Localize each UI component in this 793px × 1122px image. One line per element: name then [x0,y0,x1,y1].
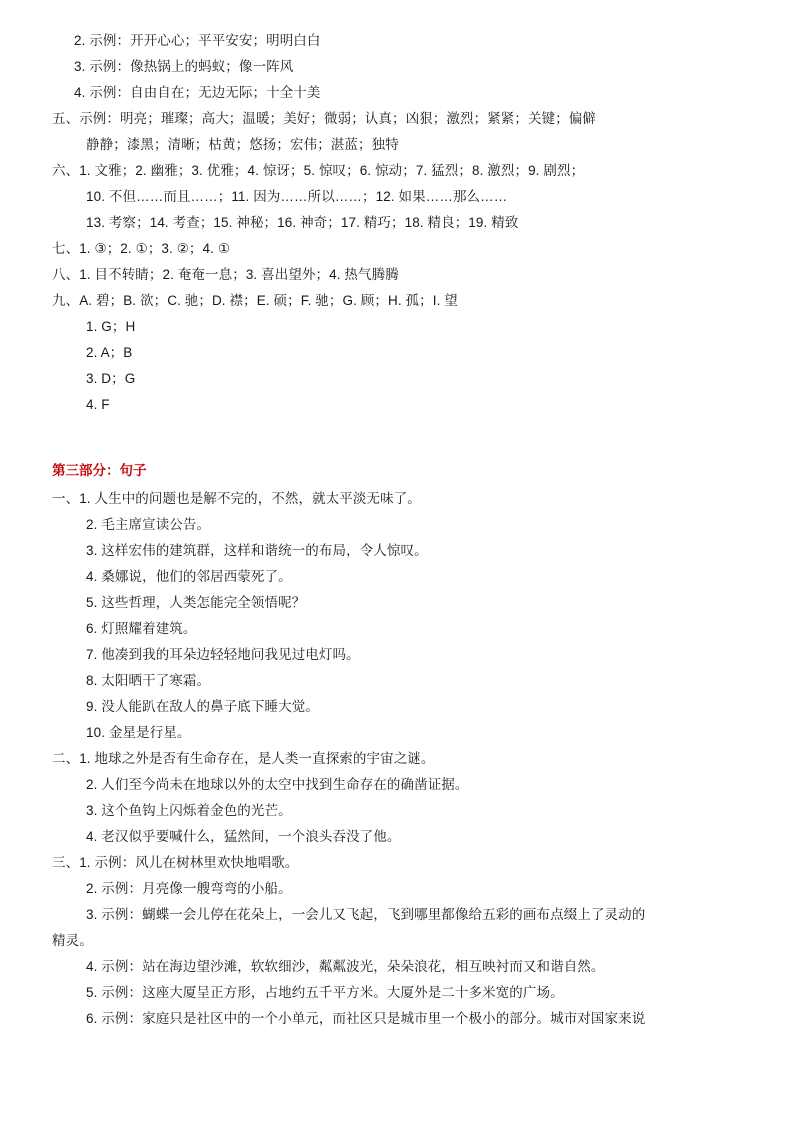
answer-line: 9. 没人能趴在敌人的鼻子底下睡大觉。 [86,699,319,714]
answer-line: 八、1. 目不转睛；2. 奄奄一息；3. 喜出望外；4. 热气腾腾 [52,267,399,282]
answer-line: 3. D；G [86,371,136,386]
answer-line: 10. 金星是行星。 [86,725,191,740]
answer-line: 6. 灯照耀着建筑。 [86,621,197,636]
section-spacer [52,418,741,432]
answer-line: 13. 考察；14. 考查；15. 神秘；16. 神奇；17. 精巧；18. 精良；19. 精致 [86,215,519,230]
answer-line: 三、1. 示例：风儿在树林里欢快地唱歌。 [52,855,299,870]
answer-line: 3. 示例：蝴蝶一会儿停在花朵上，一会儿又飞起，飞到哪里都像给五彩的画布点缀上了灵动的 [86,907,646,922]
answer-line: 一、1. 人生中的问题也是解不完的，不然，就太平淡无味了。 [52,491,421,506]
answer-line: 六、1. 文雅；2. 幽雅；3. 优雅；4. 惊讶；5. 惊叹；6. 惊动；7. 猛烈；8. 激烈；9. 剧烈； [52,163,585,178]
answer-line: 5. 这些哲理，人类怎能完全领悟呢？ [86,595,306,610]
answer-line: 七、1. ③；2. ①；3. ②；4. ① [52,241,231,256]
answer-line: 4. F [86,397,110,412]
answer-line: 4. 老汉似乎要喊什么，猛然间，一个浪头吞没了他。 [86,829,401,844]
answer-line: 2. 示例：月亮像一艘弯弯的小船。 [86,881,292,896]
answer-line: 4. 示例：站在海边望沙滩，软软细沙，粼粼波光，朵朵浪花，相互映衬而又和谐自然。 [86,959,605,974]
answer-line: 8. 太阳晒干了寒霜。 [86,673,211,688]
answer-line: 2. 人们至今尚未在地球以外的太空中找到生命存在的确凿证据。 [86,777,469,792]
answer-line: 10. 不但……而且……；11. 因为……所以……；12. 如果……那么…… [86,189,508,204]
answer-line: 6. 示例：家庭只是社区中的一个小单元，而社区只是城市里一个极小的部分。城市对国家来说 [86,1011,646,1026]
answer-line: 五、示例：明亮；璀璨；高大；温暖；美好；微弱；认真；凶狠；激烈；紧紧；关键；偏僻 [52,111,596,126]
answer-line: 静静；漆黑；清晰；枯黄；悠扬；宏伟；湛蓝；独特 [86,137,399,152]
answer-line: 二、1. 地球之外是否有生命存在，是人类一直探索的宇宙之谜。 [52,751,435,766]
answer-line: 2. 示例：开开心心；平平安安；明明白白 [74,33,321,48]
part-two-answers-block [52,28,741,418]
answer-line: 7. 他凑到我的耳朵边轻轻地问我见过电灯吗。 [86,647,360,662]
answer-line: 3. 这个鱼钩上闪烁着金色的光芒。 [86,803,292,818]
answer-line: 3. 这样宏伟的建筑群，这样和谐统一的布局，令人惊叹。 [86,543,428,558]
part-three-heading: 第三部分：句子 [52,463,147,478]
answer-line: 精灵。 [52,933,93,948]
answer-line: 2. 毛主席宣读公告。 [86,517,211,532]
answer-line: 4. 桑娜说，他们的邻居西蒙死了。 [86,569,292,584]
answer-line: 九、A. 碧；B. 欲；C. 驰；D. 襟；E. 硕；F. 驰；G. 顾；H. 孤；I. 望 [52,293,458,308]
answer-line: 4. 示例：自由自在；无边无际；十全十美 [74,85,321,100]
answer-line: 3. 示例：像热锅上的蚂蚁；像一阵风 [74,59,294,74]
answer-line: 1. G；H [86,319,136,334]
answer-line: 2. A；B [86,345,133,360]
answer-line: 5. 示例：这座大厦呈正方形，占地约五千平方米。大厦外是二十多米宽的广场。 [86,985,564,1000]
part-three-answers-block [52,486,741,1032]
